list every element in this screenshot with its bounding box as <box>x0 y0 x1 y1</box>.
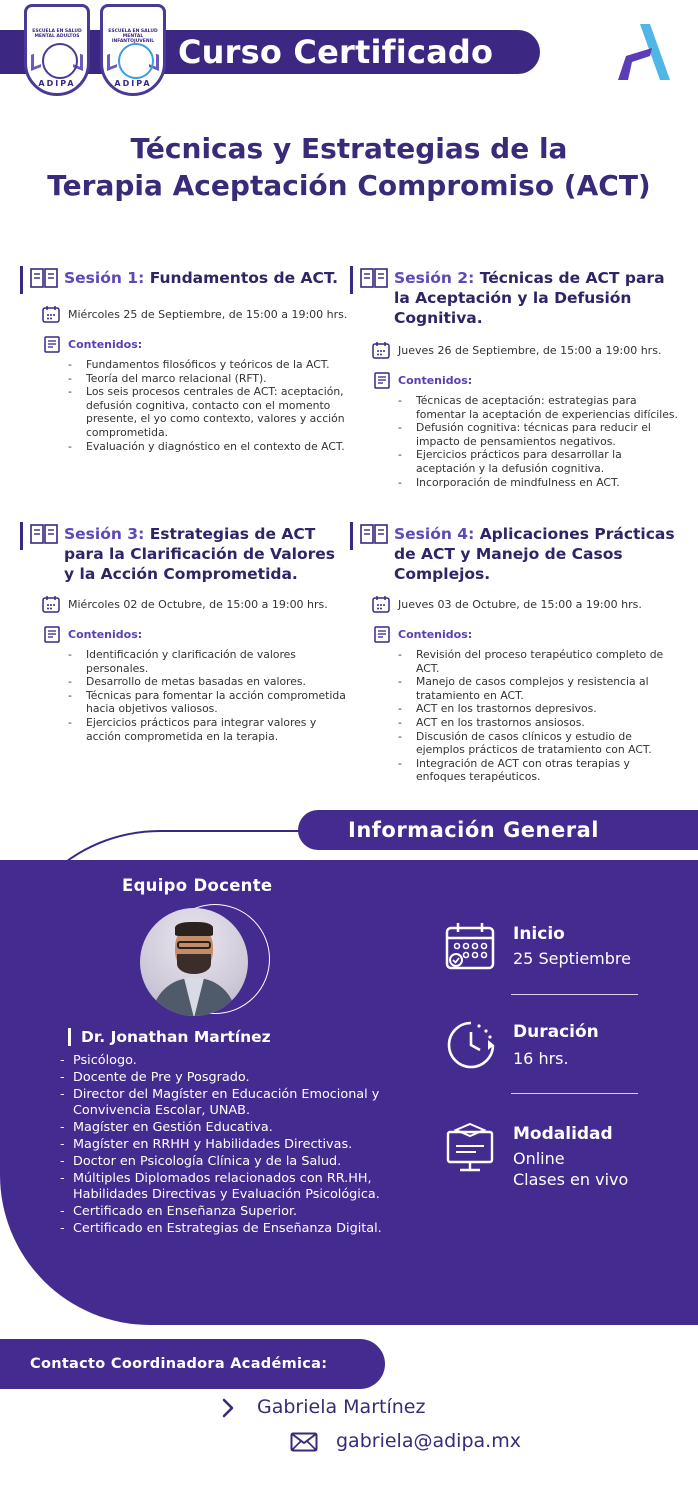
contact-email-link[interactable]: gabriela@adipa.mx <box>336 1430 521 1452</box>
contents-heading <box>20 338 350 352</box>
duration-value: 16 hrs. <box>513 1049 569 1068</box>
list-item: - Manejo de casos complejos y resistencia al tratamiento en ACT. <box>398 675 680 702</box>
brain-icon <box>42 43 78 79</box>
session-title-line: y la Acción Comprometida. <box>64 565 298 583</box>
contents-list <box>350 648 680 784</box>
start-value: 25 Septiembre <box>513 949 631 968</box>
header-title: Curso Certificado <box>178 33 494 71</box>
document-icon <box>44 336 61 354</box>
cv-item: - Magíster en RRHH y Habilidades Directivas. <box>60 1137 420 1154</box>
contents-label: Contenidos: <box>398 374 473 387</box>
accent-bar <box>20 266 23 294</box>
list-item: - Teoría del marco relacional (RFT). <box>68 372 350 386</box>
list-item: - Fundamentos filosóficos y teóricos de la ACT. <box>68 358 350 372</box>
session-heading <box>20 524 350 584</box>
list-item: - ACT en los trastornos depresivos. <box>398 702 680 716</box>
duration-label: Duración <box>513 1022 599 1042</box>
session-title-line: Estrategias de ACT <box>149 525 316 543</box>
session-title-line: la Aceptación y la Defusión <box>394 289 632 307</box>
mail-icon <box>290 1432 318 1452</box>
contents-heading <box>350 374 680 388</box>
photo-hair <box>175 922 213 936</box>
session-title-line: Aplicaciones Prácticas <box>479 525 675 543</box>
session-4 <box>350 524 680 784</box>
session-date <box>20 598 350 612</box>
laurel-left-icon <box>107 51 117 71</box>
chevron-right-icon <box>221 1397 235 1419</box>
session-date-text: Jueves 03 de Octubre, de 15:00 a 19:00 hrs. <box>398 598 642 611</box>
school-badge-adults <box>24 4 90 96</box>
accent-bar <box>350 266 353 294</box>
list-item: - Ejercicios prácticos para desarrollar la aceptación y la defusión cognitiva. <box>398 448 680 475</box>
document-icon <box>374 626 391 644</box>
contents-label: Contenidos: <box>68 338 143 351</box>
divider <box>511 994 638 995</box>
book-icon <box>360 523 388 545</box>
course-title <box>0 130 698 204</box>
session-1 <box>20 268 350 453</box>
photo-beard <box>177 954 211 974</box>
mode-value-live: Clases en vivo <box>513 1170 629 1189</box>
mode-value-online: Online <box>513 1149 565 1168</box>
teacher-name: Dr. Jonathan Martínez <box>68 1028 271 1046</box>
contact-name: Gabriela Martínez <box>257 1396 426 1418</box>
session-3 <box>20 524 350 743</box>
session-title-line: Complejos. <box>394 565 491 583</box>
calendar-icon <box>42 595 60 613</box>
document-icon <box>374 372 391 390</box>
team-title: Equipo Docente <box>122 876 273 895</box>
contents-list <box>20 648 350 743</box>
cv-item: - Director del Magíster en Educación Emocional y Convivencia Escolar, UNAB. <box>60 1087 420 1121</box>
book-icon <box>30 523 58 545</box>
cv-item: - Certificado en Enseñanza Superior. <box>60 1204 420 1221</box>
list-item: - Discusión de casos clínicos y estudio de ejemplos prácticos de tratamiento con ACT. <box>398 730 680 757</box>
session-date-text: Miércoles 02 de Octubre, de 15:00 a 19:00 hrs. <box>68 598 328 611</box>
info-mode <box>444 1120 664 1190</box>
list-item: - ACT en los trastornos ansiosos. <box>398 716 680 730</box>
session-2 <box>350 268 680 489</box>
divider <box>511 1093 638 1094</box>
list-item: - Revisión del proceso terapéutico completo de ACT. <box>398 648 680 675</box>
list-item: - Desarrollo de metas basadas en valores. <box>68 675 350 689</box>
contact-banner <box>0 1339 385 1389</box>
accent-bar <box>20 522 23 550</box>
session-heading <box>350 268 680 328</box>
list-item: - Ejercicios prácticos para integrar valores y acción comprometida en la terapia. <box>68 716 350 743</box>
session-date <box>350 598 680 612</box>
session-heading <box>20 268 350 288</box>
course-title-line-1: Técnicas y Estrategias de la <box>130 132 568 165</box>
online-class-icon <box>444 1120 498 1174</box>
session-title-line: para la Clarificación de Valores <box>64 545 336 563</box>
calendar-icon <box>372 341 390 359</box>
contents-list <box>20 358 350 453</box>
info-start <box>444 920 664 980</box>
cv-item: - Psicólogo. <box>60 1053 420 1070</box>
book-icon <box>30 267 58 289</box>
child-icon <box>118 43 154 79</box>
info-title: Información General <box>348 818 599 842</box>
clock-icon <box>444 1018 498 1072</box>
session-date-text: Jueves 26 de Septiembre, de 15:00 a 19:00 hrs. <box>398 344 662 357</box>
session-title-line: Cognitiva. <box>394 309 483 327</box>
start-label: Inicio <box>513 924 565 944</box>
calendar-icon <box>444 920 498 974</box>
badge-text: ESCUELA EN SALUD MENTAL INFANTOJUVENIL <box>108 29 158 44</box>
session-date <box>350 344 680 358</box>
session-title-line: Técnicas de ACT para <box>479 269 665 287</box>
list-item: - Incorporación de mindfulness en ACT. <box>398 476 680 490</box>
list-item: - Los seis procesos centrales de ACT: aceptación, defusión cognitiva, contacto con el momento presente, el yo como contexto, valores y acción comprometida. <box>68 385 350 439</box>
list-item: - Identificación y clarificación de valores personales. <box>68 648 350 675</box>
document-icon <box>44 626 61 644</box>
contents-label: Contenidos: <box>398 628 473 641</box>
calendar-icon <box>372 595 390 613</box>
contents-label: Contenidos: <box>68 628 143 641</box>
contents-heading <box>350 628 680 642</box>
contact-title: Contacto Coordinadora Académica: <box>30 1356 328 1372</box>
info-duration <box>444 1018 664 1078</box>
school-badge-children <box>100 4 166 96</box>
session-number: Sesión 4: <box>394 525 475 543</box>
cv-item: - Múltiples Diplomados relacionados con RR.HH, Habilidades Directivas y Evaluación Psicológica. <box>60 1171 420 1205</box>
cv-item: - Magíster en Gestión Educativa. <box>60 1120 420 1137</box>
photo-glasses <box>177 941 211 949</box>
accent-bar <box>350 522 353 550</box>
session-date-text: Miércoles 25 de Septiembre, de 15:00 a 19:00 hrs. <box>68 308 348 321</box>
list-item: - Defusión cognitiva: técnicas para reducir el impacto de pensamientos negativos. <box>398 421 680 448</box>
list-item: - Técnicas para fomentar la acción comprometida hacia objetivos valiosos. <box>68 689 350 716</box>
session-number: Sesión 3: <box>64 525 145 543</box>
mode-label: Modalidad <box>513 1124 613 1144</box>
info-title-banner <box>298 810 698 850</box>
contents-heading <box>20 628 350 642</box>
cv-item: - Docente de Pre y Posgrado. <box>60 1070 420 1087</box>
session-number: Sesión 1: <box>64 269 145 287</box>
teacher-cv-list <box>60 1053 420 1238</box>
cv-item: - Certificado en Estrategias de Enseñanza Digital. <box>60 1221 420 1238</box>
laurel-left-icon <box>31 51 41 71</box>
badge-name: ADIPA <box>38 79 76 88</box>
session-date <box>20 308 350 322</box>
session-title-line: Fundamentos de ACT. <box>149 269 338 287</box>
contents-list <box>350 394 680 489</box>
list-item: - Integración de ACT con otras terapias y enfoques terapéuticos. <box>398 757 680 784</box>
list-item: - Técnicas de aceptación: estrategias para fomentar la aceptación de experiencias difíciles. <box>398 394 680 421</box>
session-number: Sesión 2: <box>394 269 475 287</box>
course-title-line-2: Terapia Aceptación Compromiso (ACT) <box>47 169 651 202</box>
teacher-photo <box>140 908 248 1016</box>
adipa-logo-icon <box>612 22 670 82</box>
book-icon <box>360 267 388 289</box>
badge-name: ADIPA <box>114 79 152 88</box>
calendar-icon <box>42 305 60 323</box>
session-heading <box>350 524 680 584</box>
list-item: - Evaluación y diagnóstico en el contexto de ACT. <box>68 440 350 454</box>
cv-item: - Doctor en Psicología Clínica y de la Salud. <box>60 1154 420 1171</box>
badge-text: ESCUELA EN SALUD MENTAL ADULTOS <box>32 29 82 39</box>
session-title-line: de ACT y Manejo de Casos <box>394 545 623 563</box>
